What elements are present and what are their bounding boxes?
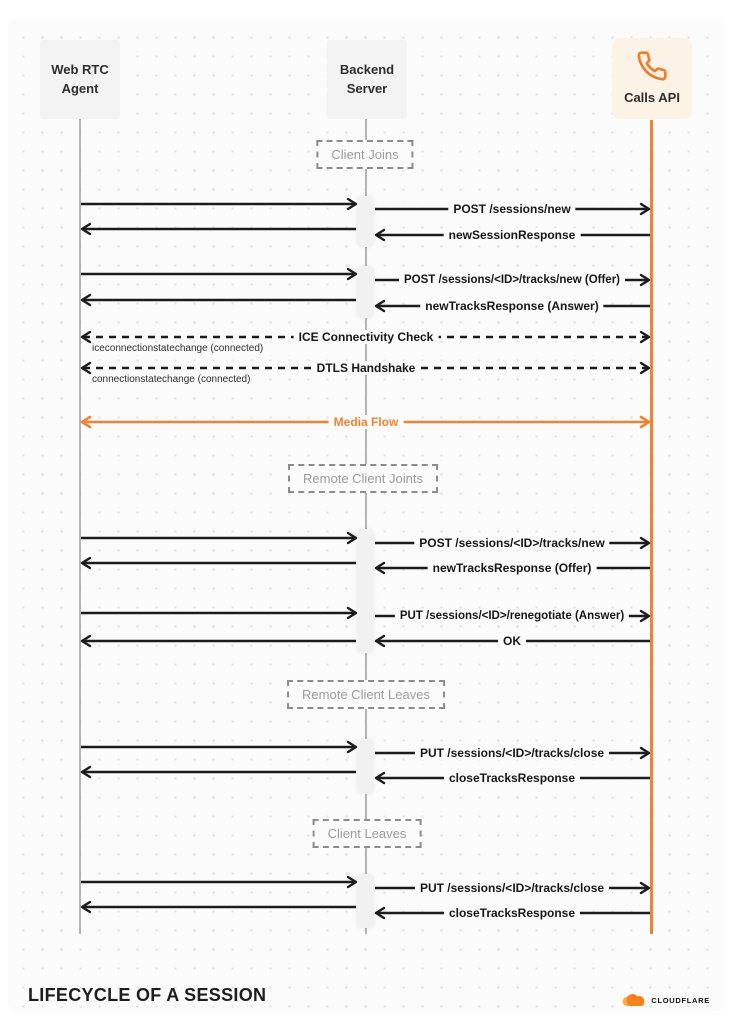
actor-box-calls-api <box>612 38 692 119</box>
message-label-ok: OK <box>498 634 526 648</box>
actor-box-backend-server <box>327 40 407 119</box>
cloudflare-wordmark: CLOUDFLARE <box>651 995 710 1005</box>
phase-client-leaves: Client Leaves <box>313 819 422 848</box>
note-ice-connection-state-change: iceconnectionstatechange (connected) <box>92 343 264 354</box>
cloudflare-logo <box>618 992 710 1008</box>
diagram-title: LIFECYCLE OF A SESSION <box>28 985 267 1005</box>
activation-bar-client-leaves <box>357 874 374 928</box>
activation-bar-remote-leaves <box>357 739 374 794</box>
actor-label-line: Agent <box>61 80 99 96</box>
message-label-dtls-handshake: DTLS Handshake <box>312 361 421 375</box>
actor-label-line: Backend <box>339 62 395 78</box>
cloudflare-cloud-icon <box>618 992 648 1008</box>
actor-label-line: Web RTC <box>51 62 109 78</box>
message-label-put-tracks-close-1: PUT /sessions/<ID>/tracks/close <box>415 746 609 760</box>
message-label-post-tracks-new: POST /sessions/<ID>/tracks/new <box>414 536 609 550</box>
phase-remote-client-joints: Remote Client Joints <box>288 464 438 493</box>
message-label-put-renegotiate-answer: PUT /sessions/<ID>/renegotiate (Answer) <box>395 610 629 622</box>
actor-label-line: Server <box>346 80 388 96</box>
message-label-media-flow: Media Flow <box>329 415 404 429</box>
actor-box-web-rtc-agent <box>40 40 120 119</box>
lifeline-web-rtc-agent <box>79 119 81 934</box>
activation-bar-client-joins <box>357 196 374 247</box>
message-label-put-tracks-close-2: PUT /sessions/<ID>/tracks/close <box>415 881 609 895</box>
message-label-post-sessions-new: POST /sessions/new <box>448 202 575 216</box>
phase-client-joins: Client Joins <box>316 140 413 169</box>
actor-label: Calls API <box>624 89 680 105</box>
lifeline-calls-api <box>650 120 653 934</box>
message-label-new-session-response: newSessionResponse <box>444 228 581 242</box>
activation-bar-tracks-new <box>357 266 374 318</box>
message-label-post-tracks-new-offer: POST /sessions/<ID>/tracks/new (Offer) <box>399 274 625 286</box>
message-label-new-tracks-response-offer: newTracksResponse (Offer) <box>428 561 597 575</box>
message-label-close-tracks-response-1: closeTracksResponse <box>444 771 580 785</box>
phone-icon <box>636 50 668 82</box>
message-label-new-tracks-response-answer: newTracksResponse (Answer) <box>420 299 603 313</box>
message-label-ice-connectivity-check: ICE Connectivity Check <box>294 330 439 344</box>
activation-bar-remote-joins <box>357 529 374 653</box>
phase-remote-client-leaves: Remote Client Leaves <box>287 680 445 709</box>
note-connection-state-change: connectionstatechange (connected) <box>92 374 251 385</box>
message-label-close-tracks-response-2: closeTracksResponse <box>444 906 580 920</box>
